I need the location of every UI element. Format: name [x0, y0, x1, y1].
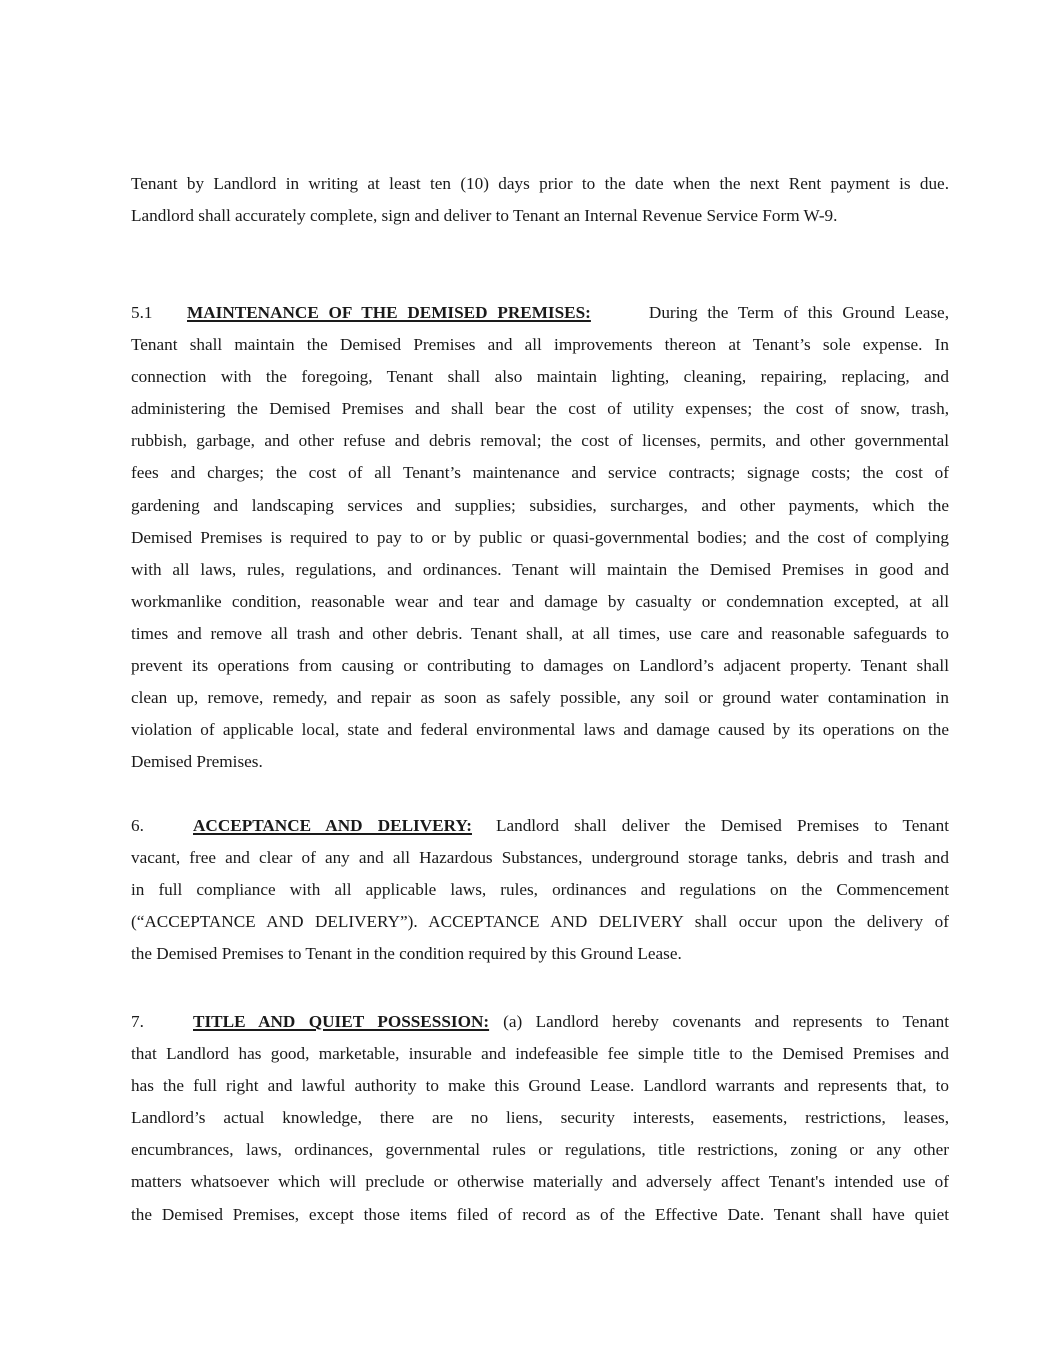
section-first-line-text: (a) Landlord hereby covenants and represents to Tenant: [503, 1012, 949, 1031]
text-line: fees and charges; the cost of all Tenant’s maintenance and service contracts; signage costs; the cost of: [131, 463, 949, 483]
text-line: the Demised Premises, except those items filed of record as of the Effective Date. Tenant shall have quiet: [131, 1204, 949, 1224]
text-line: Tenant shall maintain the Demised Premises and all improvements thereon at Tenant’s sole expense. In: [131, 335, 949, 355]
text-line: gardening and landscaping services and supplies; subsidies, surcharges, and other payments, which the: [131, 495, 949, 515]
section-first-line: [131, 1006, 949, 1038]
text-line: has the full right and lawful authority to make this Ground Lease. Landlord warrants and represents that, to: [131, 1076, 949, 1096]
section-number: 5.1: [131, 303, 153, 322]
text-line: that Landlord has good, marketable, insurable and indefeasible fee simple title to the Demised Premises and: [131, 1044, 949, 1064]
section-5-1-maintenance: [131, 297, 949, 778]
section-7-title-and-quiet-possession: [131, 1006, 949, 1231]
text-line: (“ACCEPTANCE AND DELIVERY”). ACCEPTANCE AND DELIVERY shall occur upon the delivery of: [131, 912, 949, 932]
text-line: matters whatsoever which will preclude or otherwise materially and adversely affect Tenant's intended use of: [131, 1172, 949, 1192]
section-first-line-text: During the Term of this Ground Lease,: [648, 303, 949, 322]
continuation-paragraph: [131, 168, 949, 232]
text-line: vacant, free and clear of any and all Hazardous Substances, underground storage tanks, debris and trash and: [131, 848, 949, 868]
section-first-line: [131, 810, 949, 842]
section-first-line-text: Landlord shall deliver the Demised Premises to Tenant: [495, 816, 949, 835]
section-heading: MAINTENANCE OF THE DEMISED PREMISES:: [187, 303, 591, 322]
section-number: 6.: [131, 816, 144, 835]
text-line: Landlord shall accurately complete, sign and deliver to Tenant an Internal Revenue Service Form W-9.: [131, 206, 838, 226]
text-line: violation of applicable local, state and federal environmental laws and damage caused by its operations on the: [131, 720, 949, 740]
text-line: Demised Premises.: [131, 752, 263, 772]
section-heading: ACCEPTANCE AND DELIVERY:: [193, 816, 472, 835]
text-line: clean up, remove, remedy, and repair as soon as safely possible, any soil or ground water contamination in: [131, 688, 949, 708]
text-line: the Demised Premises to Tenant in the condition required by this Ground Lease.: [131, 944, 682, 964]
text-line: prevent its operations from causing or contributing to damages on Landlord’s adjacent property. Tenant shall: [131, 656, 949, 676]
text-line: Tenant by Landlord in writing at least ten (10) days prior to the date when the next Rent payment is due.: [131, 174, 949, 193]
text-line: in full compliance with all applicable laws, rules, ordinances and regulations on the Commencement: [131, 880, 949, 900]
section-number: 7.: [131, 1012, 144, 1031]
text-line: administering the Demised Premises and shall bear the cost of utility expenses; the cost of snow, trash,: [131, 399, 949, 419]
text-line: Landlord’s actual knowledge, there are no liens, security interests, easements, restrictions, leases,: [131, 1108, 949, 1128]
text-line: encumbrances, laws, ordinances, governmental rules or regulations, title restrictions, zoning or any other: [131, 1140, 949, 1160]
section-6-acceptance-and-delivery: [131, 810, 949, 970]
text-line: workmanlike condition, reasonable wear and tear and damage by casualty or condemnation excepted, at all: [131, 591, 949, 611]
section-first-line: [131, 297, 949, 329]
text-line: with all laws, rules, regulations, and ordinances. Tenant will maintain the Demised Premises in good and: [131, 559, 949, 579]
text-line: Demised Premises is required to pay to or by public or quasi-governmental bodies; and the cost of complying: [131, 527, 949, 547]
text-line: connection with the foregoing, Tenant shall also maintain lighting, cleaning, repairing, replacing, and: [131, 367, 949, 387]
text-line: times and remove all trash and other debris. Tenant shall, at all times, use care and reasonable safeguards to: [131, 623, 949, 643]
section-heading: TITLE AND QUIET POSSESSION:: [193, 1012, 490, 1031]
text-line: rubbish, garbage, and other refuse and debris removal; the cost of licenses, permits, and other governmental: [131, 431, 949, 451]
